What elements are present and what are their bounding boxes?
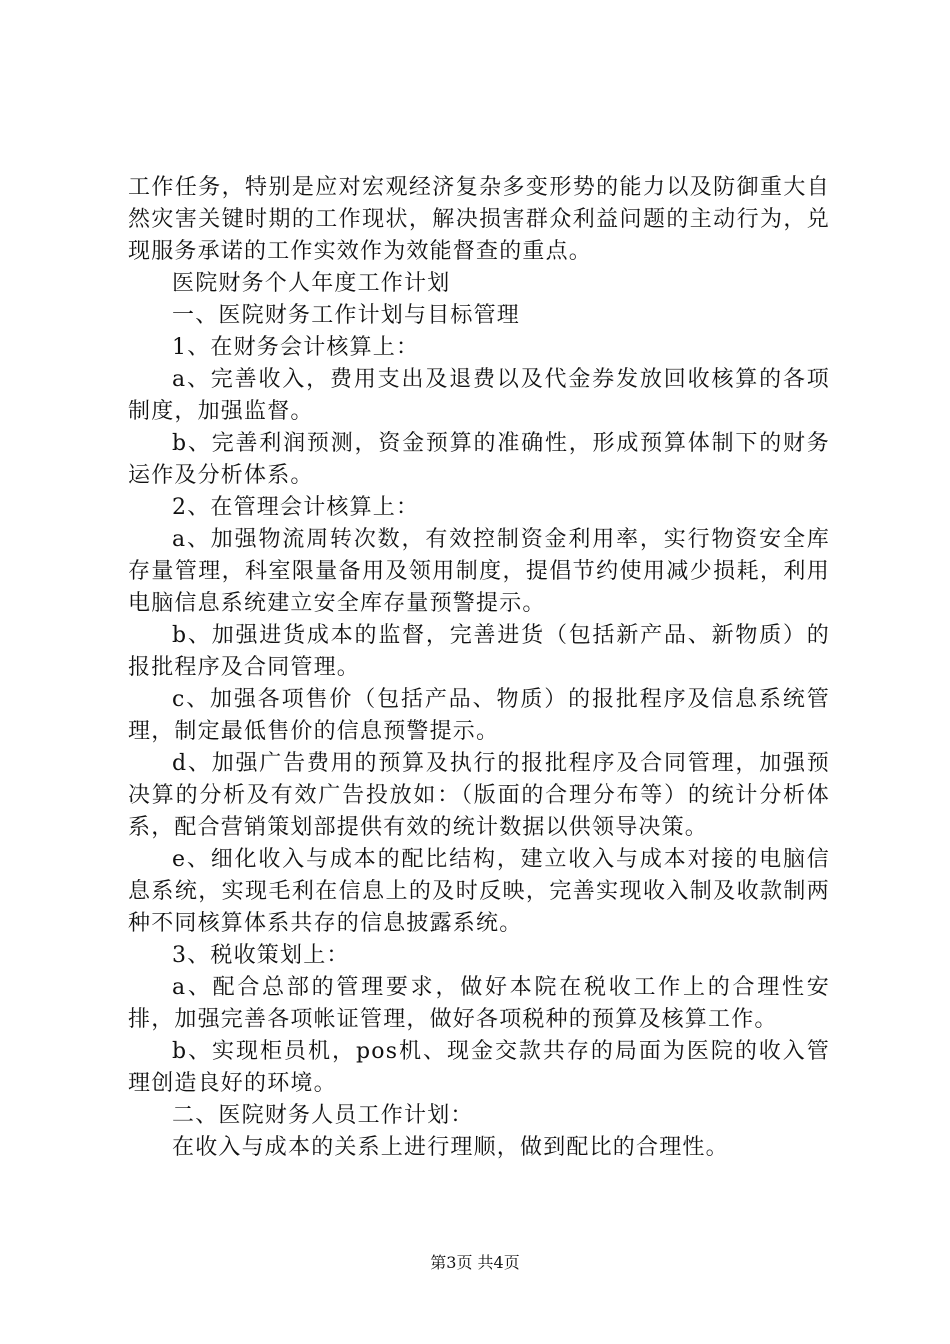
heading-2: 二、医院财务人员工作计划： — [172, 1103, 474, 1128]
subheading: 1、在财务会计核算上： — [172, 335, 420, 360]
paragraph: a、配合总部的管理要求，做好本院在税收工作上的合理性安排，加强完善各项帐证管理，做好各项税种的预算及核算工作。 — [128, 975, 830, 1032]
heading-1: 一、医院财务工作计划与目标管理 — [172, 303, 521, 328]
paragraph: d、加强广告费用的预算及执行的报批程序及合同管理，加强预决算的分析及有效广告投放如：（版面的合理分布等）的统计分析体系，配合营销策划部提供有效的统计数据以供领导决策。 — [128, 751, 830, 840]
paragraph: a、加强物流周转次数，有效控制资金利用率，实行物资安全库存量管理，科室限量备用及领用制度，提倡节约使用减少损耗，利用电脑信息系统建立安全库存量预警提示。 — [128, 527, 830, 616]
paragraph: b、完善利润预测，资金预算的准确性，形成预算体制下的财务运作及分析体系。 — [128, 431, 830, 488]
page-footer: 第3页 共4页 — [430, 1253, 520, 1272]
paragraph: c、加强各项售价（包括产品、物质）的报批程序及信息系统管理，制定最低售价的信息预警提示。 — [128, 687, 830, 744]
subheading: 3、税收策划上： — [172, 943, 350, 968]
subheading: 2、在管理会计核算上： — [172, 495, 420, 520]
paragraph: e、细化收入与成本的配比结构，建立收入与成本对接的电脑信息系统，实现毛利在信息上的及时反映，完善实现收入制及收款制两种不同核算体系共存的信息披露系统。 — [128, 847, 830, 936]
section-title: 医院财务个人年度工作计划 — [172, 271, 451, 296]
paragraph: 在收入与成本的关系上进行理顺，做到配比的合理性。 — [172, 1135, 729, 1160]
paragraph: a、完善收入，费用支出及退费以及代金券发放回收核算的各项制度，加强监督。 — [128, 367, 830, 424]
paragraph: b、实现柜员机，pos机、现金交款共存的局面为医院的收入管理创造良好的环境。 — [128, 1039, 830, 1096]
body-text — [128, 172, 830, 1164]
paragraph: b、加强进货成本的监督，完善进货（包括新产品、新物质）的报批程序及合同管理。 — [128, 623, 830, 680]
paragraph: 工作任务，特别是应对宏观经济复杂多变形势的能力以及防御重大自然灾害关键时期的工作现状，解决损害群众利益问题的主动行为，兑现服务承诺的工作实效作为效能督查的重点。 — [128, 175, 830, 264]
